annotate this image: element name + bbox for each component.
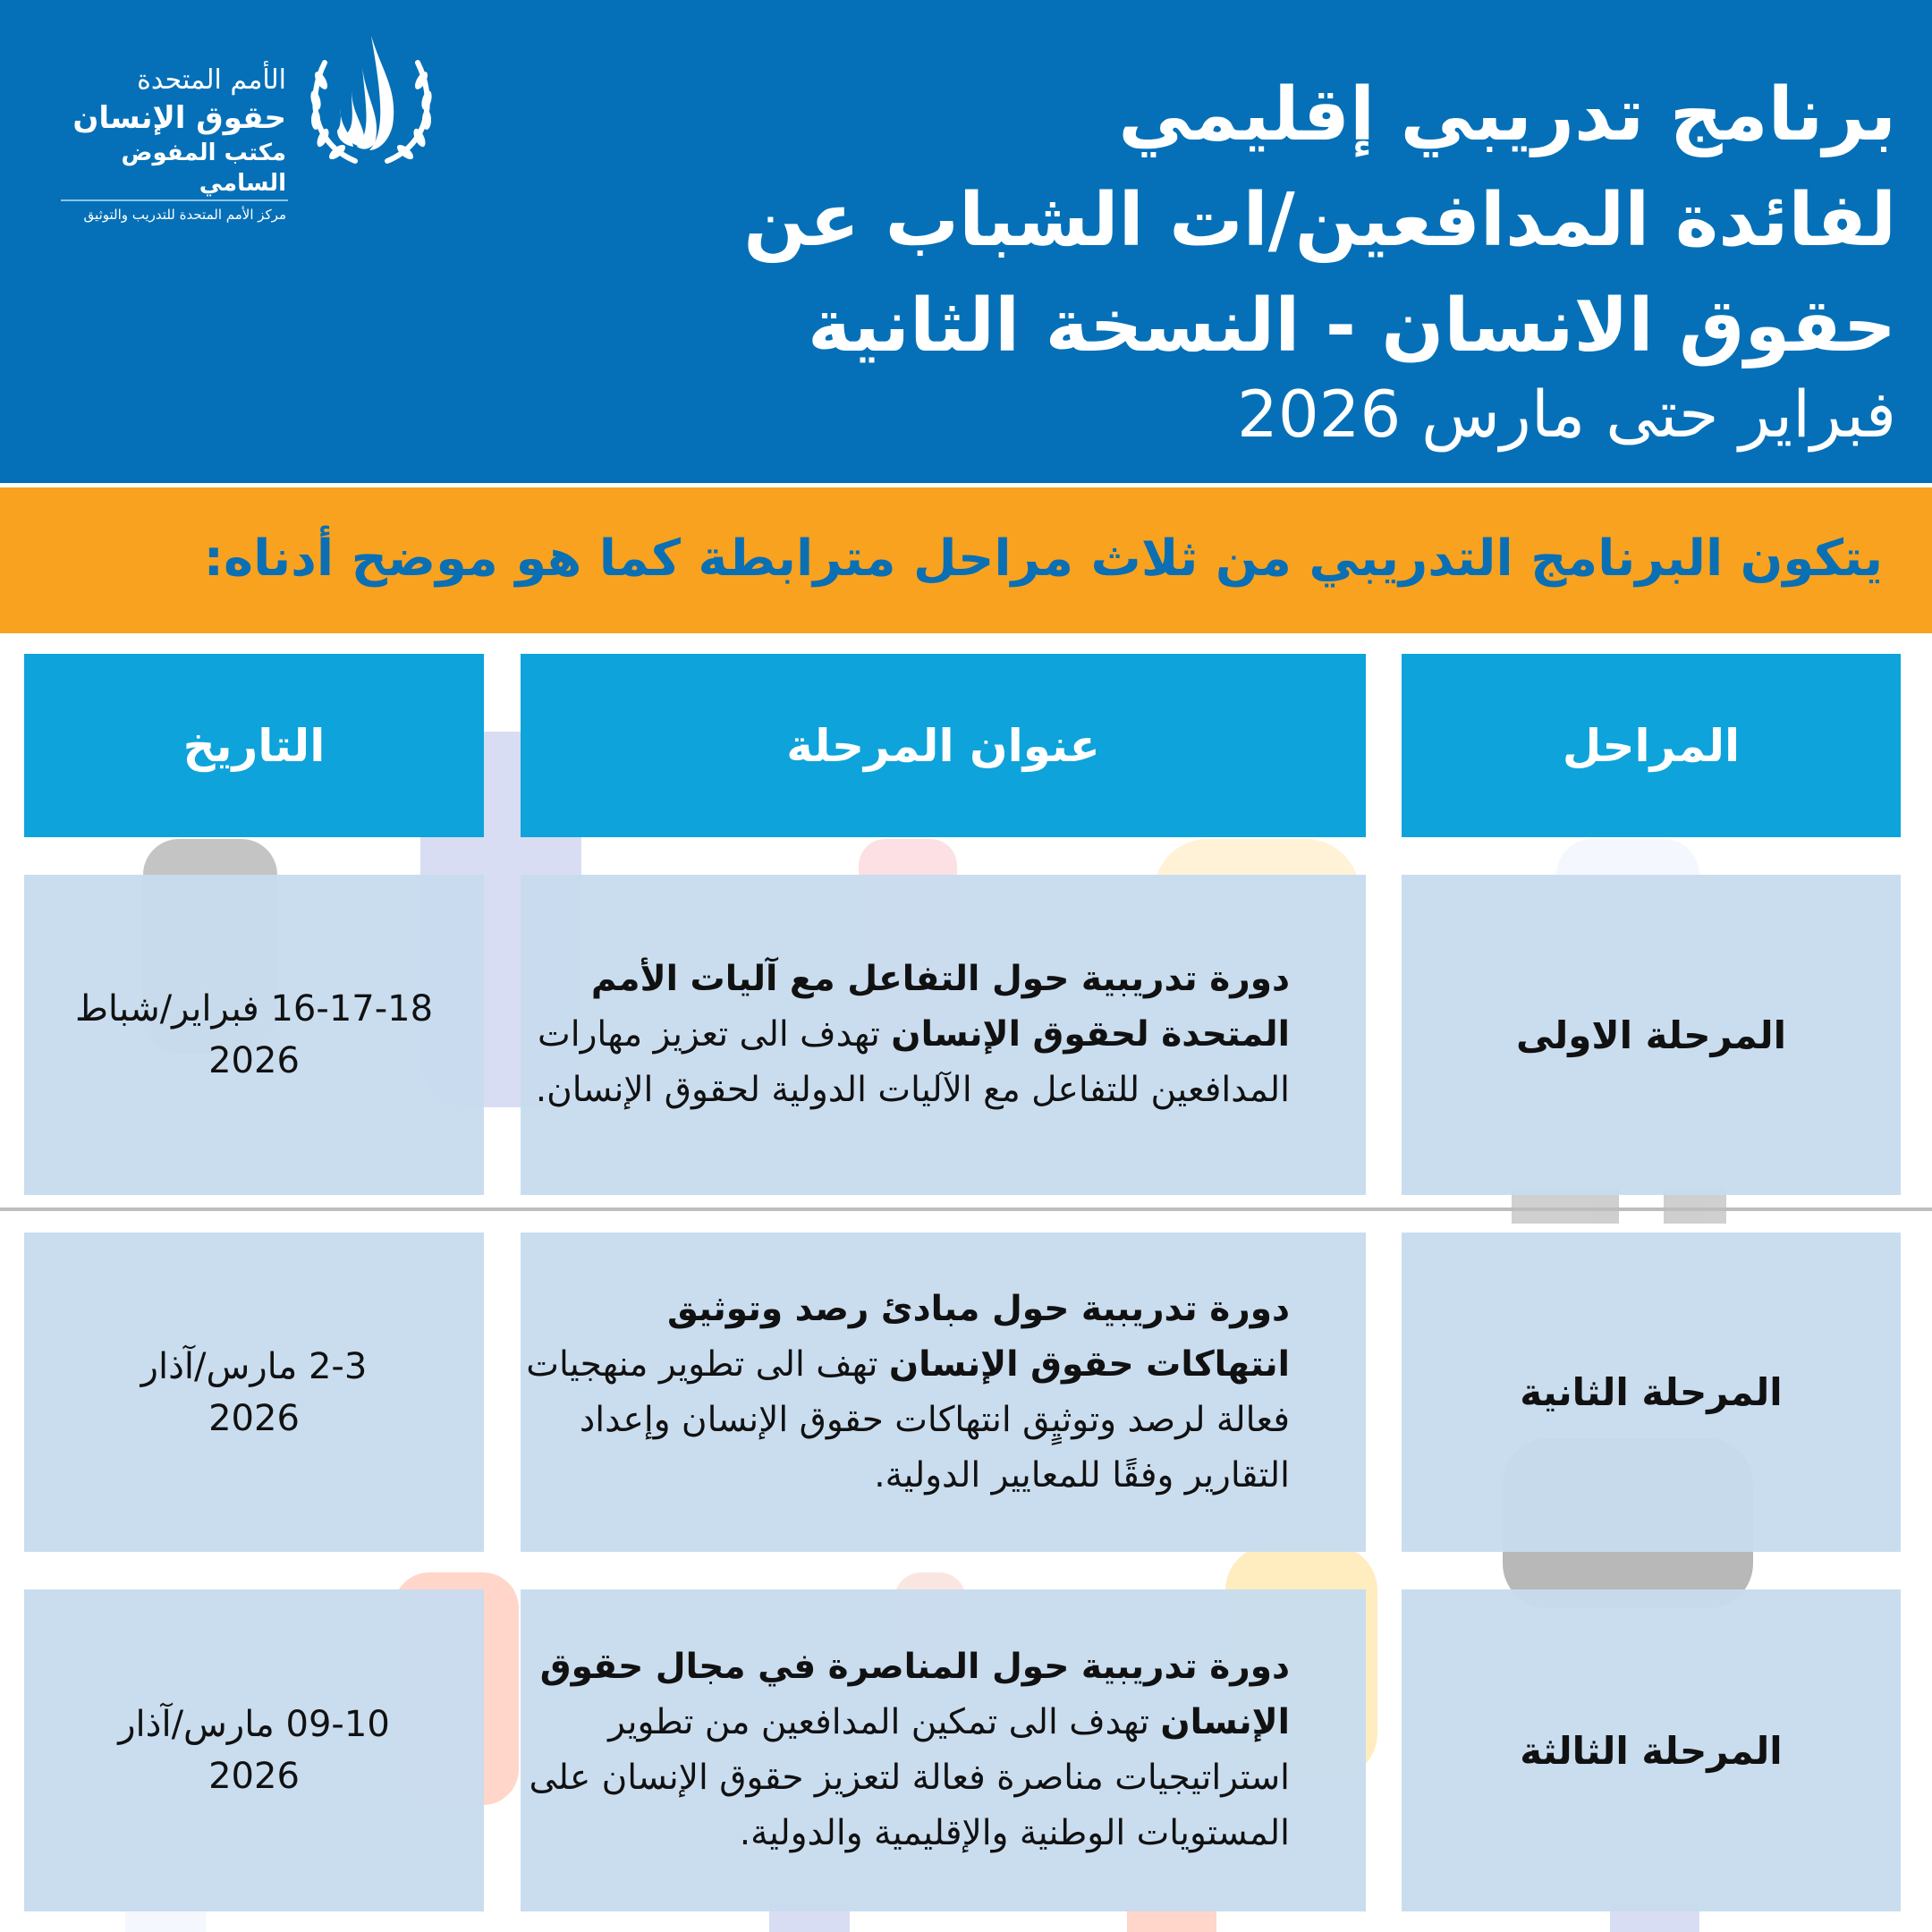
row-divider: [0, 1208, 1932, 1211]
ohchr-logo: [27, 22, 420, 223]
phase-label: المرحلة الثالثة: [1520, 1728, 1783, 1773]
phase-description: [521, 952, 1290, 1118]
phase-title-bold: دورة تدريبية حول مبادئ رصد وتوثيق انتهاكات حقوق الإنسان: [667, 1288, 1290, 1385]
date-year: 2026: [208, 1040, 300, 1081]
logo-line-office: مكتب المفوض السامي: [121, 140, 286, 197]
table-row-2-date: [24, 1233, 484, 1552]
intro-band: [0, 487, 1932, 633]
phase-title-bold: دورة تدريبية حول المناصرة في مجال حقوق الإنسان: [539, 1647, 1290, 1742]
intro-text: يتكون البرنامج التدريبي من ثلاث مراحل مترابطة كما هو موضح أدناه:: [203, 530, 1883, 588]
table-row-1-title: [521, 875, 1366, 1195]
phase-description-text: تهف الى تطوير منهجيات فعالة لرصد وتوثيٍق انتهاكات حقوق الإنسان وإعداد التقارير وفقًا للمعايير الدولية.: [526, 1343, 1290, 1496]
phase-description-text: تهدف الى تعزيز مهارات المدافعين للتفاعل مع الآليات الدولية لحقوق الإنسان.: [535, 1014, 1290, 1110]
table-row-3-date: [24, 1589, 484, 1911]
table-row-1-date: [24, 875, 484, 1195]
title-line-2: لفائدة المدافعين/ات الشباب عن: [743, 178, 1896, 263]
table-row-2-title: [521, 1233, 1366, 1552]
column-header-date: التاريخ: [24, 654, 484, 837]
title-line-1: برنامج تدريبي إقليمي: [1118, 72, 1896, 157]
date-label: [57, 1699, 451, 1802]
table-row-2-phase: [1402, 1233, 1901, 1552]
date-days-month: 16-17-18 فبراير/شباط: [74, 988, 434, 1030]
logo-line-centre: مركز الأمم المتحدة للتدريب والتوثيق: [83, 207, 286, 223]
column-header-phases: المراحل: [1402, 654, 1901, 837]
logo-text: [27, 63, 286, 199]
phase-label: المرحلة الاولى: [1516, 1013, 1786, 1057]
date-days-month: 2-3 مارس/آذار: [140, 1345, 368, 1387]
un-human-rights-flame-laurel-icon: [300, 27, 443, 179]
phase-title-bold: دورة تدريبية حول التفاعل مع آليات الأمم المتحدة لحقوق الإنسان: [590, 959, 1290, 1055]
date-days-month: 09-10 مارس/آذار: [118, 1704, 390, 1745]
phase-description: [521, 1640, 1290, 1861]
date-year: 2026: [208, 1756, 300, 1797]
column-header-phase-title: عنوان المرحلة: [521, 654, 1366, 837]
page-title: [644, 63, 1896, 379]
logo-line-un: الأمم المتحدة: [137, 64, 286, 96]
table-row-1-phase: [1402, 875, 1901, 1195]
table-row-3-phase: [1402, 1589, 1901, 1911]
logo-divider: [61, 199, 288, 201]
logo-line-human-rights: حقوق الإنسان: [72, 100, 286, 136]
table-row-3-title: [521, 1589, 1366, 1911]
title-line-3: حقوق الانسان - النسخة الثانية: [807, 284, 1896, 369]
date-year: 2026: [208, 1397, 300, 1439]
header-banner: [0, 0, 1932, 483]
phase-description: [521, 1282, 1290, 1504]
phase-label: المرحلة الثانية: [1520, 1370, 1783, 1414]
program-period: فبراير حتى مارس 2026: [1237, 377, 1896, 452]
date-label: [57, 983, 451, 1087]
phase-description-text: تهدف الى تمكين المدافعين من تطوير استراتيجيات مناصرة فعالة لتعزيز حقوق الإنسان على المستويات الوطنية والإقليمية والدولية.: [529, 1702, 1290, 1853]
date-label: [57, 1341, 451, 1445]
